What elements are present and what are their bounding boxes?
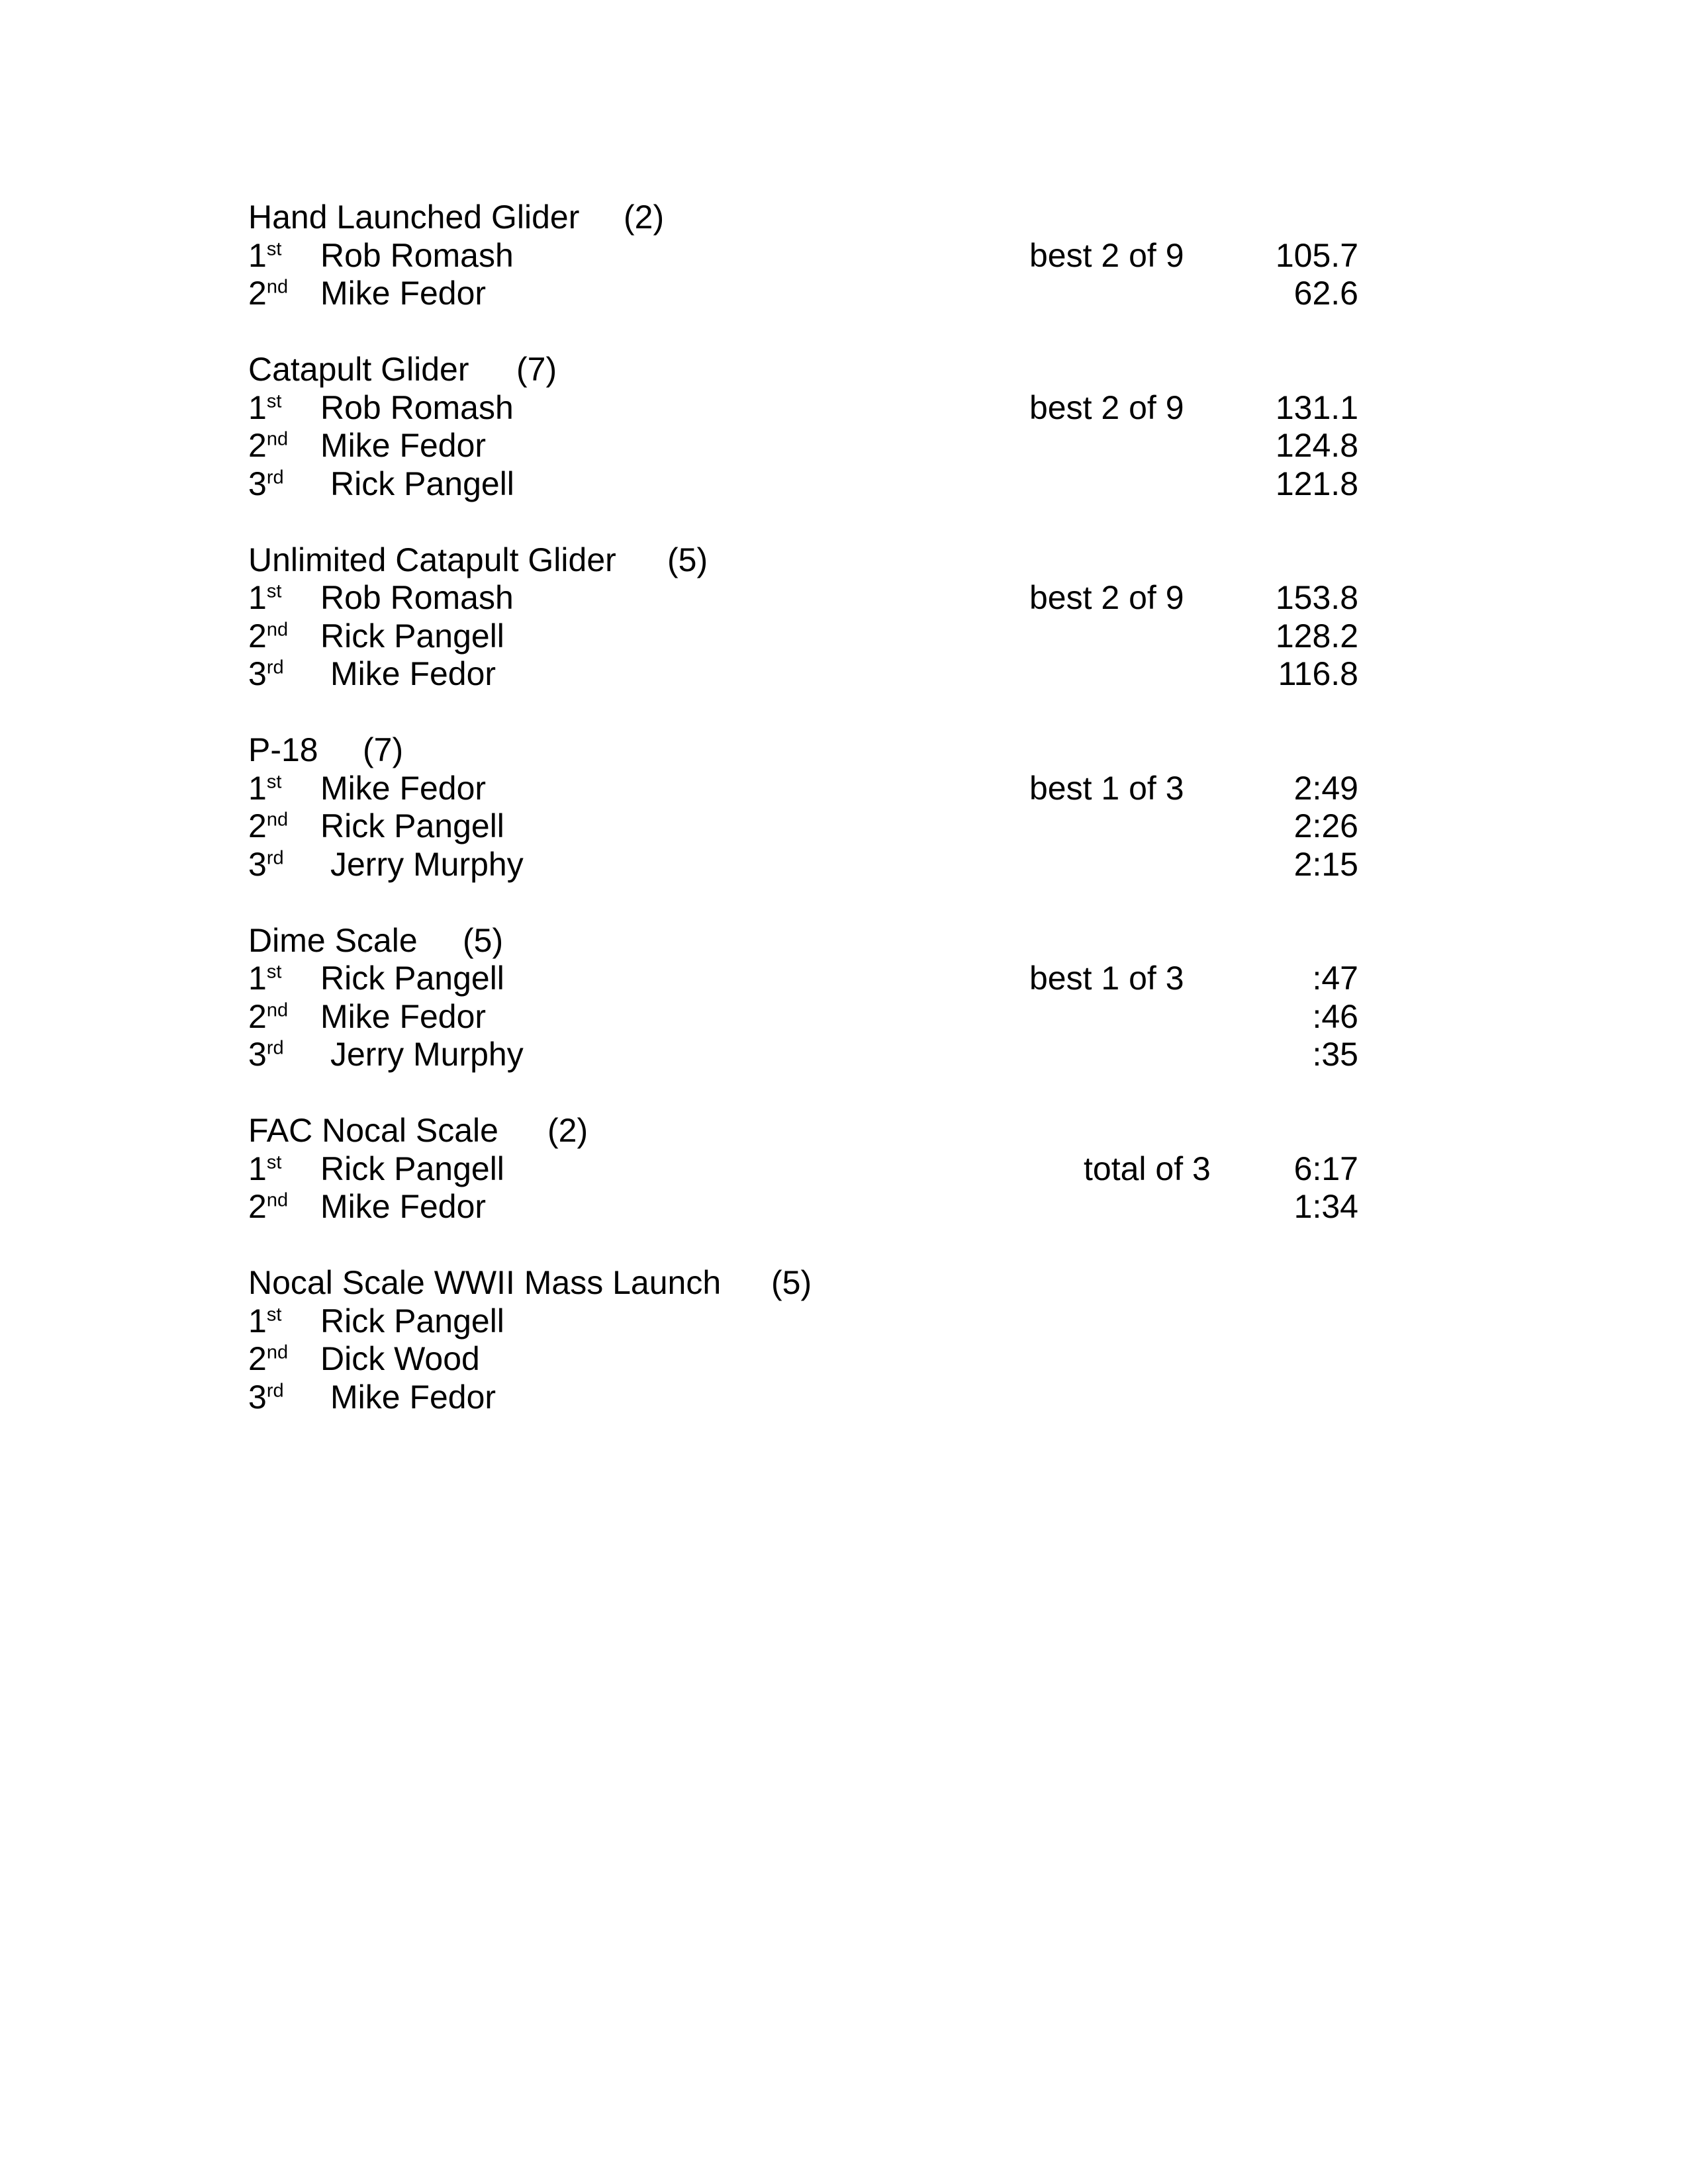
place-rank: [248, 1379, 284, 1416]
rank-ordinal: rd: [266, 846, 284, 868]
result-row: [248, 1150, 1539, 1189]
event-block-unlimited-catapult-glider: [248, 541, 1539, 732]
event-header: [248, 1264, 1539, 1302]
rank-number: 2: [248, 427, 267, 464]
result-row: [248, 1036, 1539, 1074]
line-spacer: [248, 1074, 1539, 1113]
score-value: 121.8: [1275, 465, 1358, 502]
event-title: Catapult Glider: [248, 351, 469, 388]
rank-ordinal: nd: [266, 618, 289, 640]
result-row: [248, 770, 1539, 808]
event-block-hand-launched-glider: [248, 199, 1539, 351]
results-content: [248, 199, 1539, 1416]
competitor-name: Dick Wood: [320, 1340, 480, 1377]
rank-ordinal: nd: [266, 809, 289, 831]
rank-ordinal: st: [266, 770, 282, 792]
event-block-fac-nocal-scale: [248, 1112, 1539, 1264]
place-rank: [248, 1150, 281, 1187]
score-value: :47: [1312, 960, 1358, 997]
score-value: 2:15: [1293, 845, 1358, 883]
place-rank: [248, 1036, 284, 1073]
competitor-name: Rick Pangell: [320, 960, 504, 997]
place-rank: [248, 770, 281, 807]
scoring-method: best 2 of 9: [1029, 236, 1184, 274]
competitor-name: Rick Pangell: [320, 617, 504, 655]
event-entry-count: (7): [516, 351, 557, 388]
rank-ordinal: st: [266, 238, 282, 259]
place-rank: [248, 389, 281, 426]
event-title: Hand Launched Glider: [248, 199, 580, 236]
result-row: [248, 275, 1539, 313]
event-block-p-18: [248, 731, 1539, 922]
result-row: [248, 1379, 1539, 1417]
place-rank: [248, 846, 284, 883]
place-rank: [248, 579, 281, 616]
event-header: [248, 922, 1539, 960]
result-row: [248, 655, 1539, 694]
competitor-name: Jerry Murphy: [330, 1036, 524, 1073]
line-spacer: [248, 1226, 1539, 1265]
rank-ordinal: st: [266, 1151, 282, 1173]
score-value: 116.8: [1278, 655, 1358, 692]
score-value: 6:17: [1293, 1150, 1358, 1187]
rank-number: 3: [248, 465, 267, 502]
place-rank: [248, 1340, 288, 1377]
scoring-method: best 2 of 9: [1029, 388, 1184, 426]
competitor-name: Rob Romash: [320, 388, 514, 426]
score-value: :46: [1312, 997, 1358, 1035]
place-rank: [248, 1302, 281, 1340]
event-entry-count: (2): [624, 199, 665, 236]
rank-number: 2: [248, 807, 267, 844]
score-value: 2:49: [1293, 769, 1358, 807]
place-rank: [248, 1188, 288, 1225]
rank-number: 3: [248, 1036, 267, 1073]
rank-ordinal: rd: [266, 1379, 284, 1401]
rank-number: 1: [248, 769, 267, 807]
event-title: FAC Nocal Scale: [248, 1112, 498, 1149]
rank-number: 2: [248, 997, 267, 1035]
competitor-name: Mike Fedor: [330, 655, 496, 692]
result-row: [248, 427, 1539, 465]
event-title: Unlimited Catapult Glider: [248, 541, 616, 578]
event-title: P-18: [248, 731, 318, 768]
event-block-catapult-glider: [248, 351, 1539, 541]
rank-number: 1: [248, 236, 267, 274]
score-value: 1:34: [1293, 1188, 1358, 1225]
line-spacer: [248, 313, 1539, 351]
result-row: [248, 237, 1539, 275]
result-row: [248, 1340, 1539, 1379]
rank-ordinal: rd: [266, 466, 284, 488]
competitor-name: Rick Pangell: [320, 1150, 504, 1187]
competitor-name: Mike Fedor: [330, 1378, 496, 1416]
event-entry-count: (5): [667, 541, 708, 578]
rank-number: 1: [248, 388, 267, 426]
rank-number: 3: [248, 845, 267, 883]
competitor-name: Jerry Murphy: [330, 845, 524, 883]
score-value: 2:26: [1293, 807, 1358, 844]
rank-number: 2: [248, 1340, 267, 1377]
result-row: [248, 617, 1539, 656]
place-rank: [248, 427, 288, 464]
event-entry-count: (5): [771, 1264, 812, 1301]
competitor-name: Rob Romash: [320, 579, 514, 616]
event-block-dime-scale: [248, 922, 1539, 1113]
competitor-name: Mike Fedor: [320, 427, 487, 464]
rank-ordinal: st: [266, 961, 282, 983]
event-entry-count: (2): [547, 1112, 588, 1149]
place-rank: [248, 617, 288, 655]
competitor-name: Mike Fedor: [320, 1188, 487, 1225]
score-value: 62.6: [1293, 275, 1358, 312]
rank-number: 3: [248, 655, 267, 692]
event-header: [248, 351, 1539, 389]
competitor-name: Rick Pangell: [320, 807, 504, 844]
event-entry-count: (5): [463, 921, 504, 959]
scoring-method: best 1 of 3: [1029, 960, 1184, 997]
place-rank: [248, 807, 288, 844]
place-rank: [248, 465, 284, 502]
result-row: [248, 846, 1539, 884]
score-value: 124.8: [1275, 427, 1358, 464]
rank-number: 1: [248, 1150, 267, 1187]
line-spacer: [248, 503, 1539, 541]
event-header: [248, 731, 1539, 770]
scoring-method: best 1 of 3: [1029, 769, 1184, 807]
score-value: :35: [1312, 1036, 1358, 1073]
rank-ordinal: rd: [266, 657, 284, 678]
rank-number: 1: [248, 579, 267, 616]
rank-ordinal: nd: [266, 276, 289, 298]
result-row: [248, 807, 1539, 846]
result-row: [248, 998, 1539, 1036]
rank-number: 1: [248, 960, 267, 997]
rank-number: 2: [248, 275, 267, 312]
score-value: 153.8: [1275, 579, 1358, 616]
rank-ordinal: st: [266, 390, 282, 412]
competitor-name: Rob Romash: [320, 236, 514, 274]
event-header: [248, 541, 1539, 580]
result-row: [248, 579, 1539, 617]
result-row: [248, 389, 1539, 428]
result-row: [248, 1188, 1539, 1226]
event-entry-count: (7): [363, 731, 404, 768]
rank-ordinal: nd: [266, 999, 289, 1021]
place-rank: [248, 960, 281, 997]
line-spacer: [248, 884, 1539, 922]
place-rank: [248, 275, 288, 312]
rank-number: 2: [248, 617, 267, 655]
rank-ordinal: nd: [266, 428, 289, 450]
rank-ordinal: nd: [266, 1342, 289, 1363]
competitor-name: Mike Fedor: [320, 997, 487, 1035]
competitor-name: Rick Pangell: [320, 1302, 504, 1340]
rank-ordinal: nd: [266, 1189, 289, 1211]
rank-ordinal: st: [266, 1303, 282, 1325]
rank-number: 3: [248, 1378, 267, 1416]
rank-ordinal: rd: [266, 1037, 284, 1059]
result-row: [248, 960, 1539, 998]
event-header: [248, 199, 1539, 237]
rank-number: 2: [248, 1188, 267, 1225]
scoring-method: best 2 of 9: [1029, 579, 1184, 616]
result-row: [248, 1302, 1539, 1341]
rank-ordinal: st: [266, 580, 282, 602]
score-value: 105.7: [1275, 236, 1358, 274]
competitor-name: Mike Fedor: [320, 275, 487, 312]
score-value: 128.2: [1275, 617, 1358, 655]
place-rank: [248, 655, 284, 692]
line-spacer: [248, 694, 1539, 732]
rank-number: 1: [248, 1302, 267, 1340]
place-rank: [248, 237, 281, 274]
place-rank: [248, 998, 288, 1035]
score-value: 131.1: [1275, 388, 1358, 426]
event-header: [248, 1112, 1539, 1150]
result-row: [248, 465, 1539, 504]
competitor-name: Rick Pangell: [330, 465, 514, 502]
competitor-name: Mike Fedor: [320, 769, 487, 807]
event-title: Nocal Scale WWII Mass Launch: [248, 1264, 722, 1301]
event-title: Dime Scale: [248, 921, 418, 959]
scoring-method: total of 3: [1084, 1150, 1211, 1187]
event-block-nocal-scale-wwii-mass-launch: [248, 1264, 1539, 1416]
